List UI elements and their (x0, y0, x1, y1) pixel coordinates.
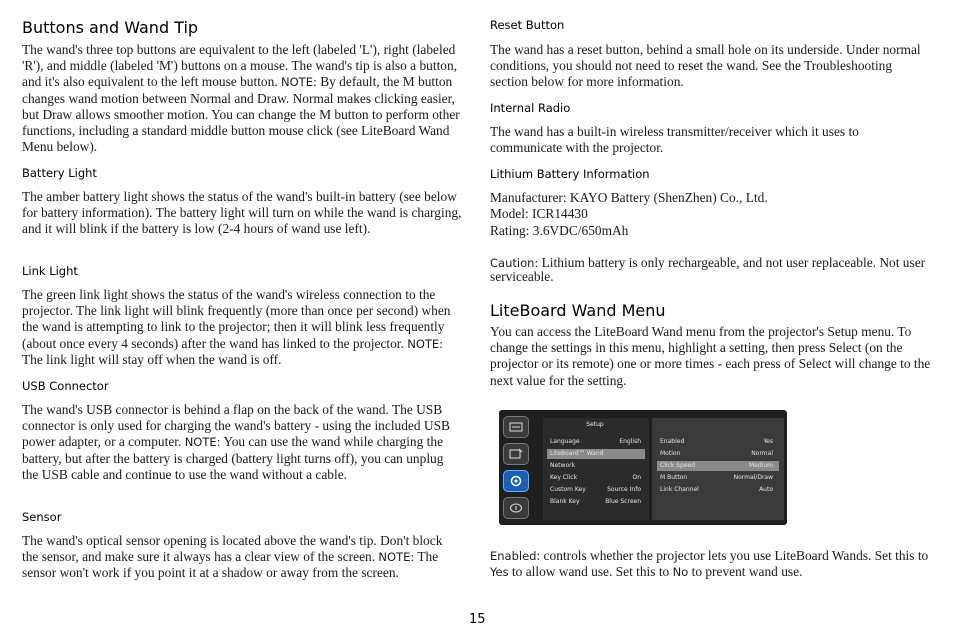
row-label: Motion (660, 450, 681, 457)
row-label: Enabled (660, 438, 685, 445)
heading-internal-radio: Internal Radio (490, 101, 571, 115)
heading-usb-connector: USB Connector (22, 379, 109, 393)
row-value: Normal/Draw (733, 474, 773, 481)
row-value: Source Info (607, 486, 641, 493)
note-label: NOTE: (281, 75, 317, 90)
paragraph-battery-light: The amber battery light shows the status of the wand's built-in battery (see below for battery information). The battery light will turn on while the wand is charging, and it will blink if the battery is low (2-4 hours of wand use left). (22, 189, 462, 237)
paragraph-link-light (22, 287, 462, 368)
row-label: LiteBoard™ Wand (550, 450, 604, 457)
battery-model: Model: ICR14430 (490, 206, 588, 221)
row-label: M Button (660, 474, 688, 481)
text: You can use the wand while charging the battery, but after the battery is charged (battery light turns off), you can unplug the USB cable and continue to use the wand without a cable. (22, 434, 444, 482)
text: The sensor won't work if you point it at a shadow or away from the screen. (22, 549, 439, 581)
row-label: Language (550, 438, 580, 445)
menu-row-liteboard-wand (547, 449, 645, 459)
caution-label: Caution: (490, 256, 539, 270)
text: to prevent wand use. (688, 564, 803, 580)
menu-row-network (547, 461, 645, 471)
row-value: On (632, 474, 641, 481)
section-title-buttons: Buttons and Wand Tip (22, 18, 199, 37)
menu-icon-column (503, 416, 535, 524)
text: The green link light shows the status of the wand's wireless connection to the projector. The link light will blink frequently (more than once per second) when the wand is attempting to link to the projector; then it will blink less frequently (about once every 4 seconds) after the wand has linked to the projector. (22, 287, 451, 351)
menu-row-language (547, 437, 645, 447)
menu-row-link-channel (657, 485, 779, 495)
row-value: Medium (749, 462, 773, 469)
paragraph-sensor (22, 533, 462, 582)
heading-lithium-battery: Lithium Battery Information (490, 167, 650, 181)
paragraph-buttons (22, 42, 462, 155)
row-value: English (619, 438, 641, 445)
menu-row-click-speed (657, 461, 779, 471)
note-label: NOTE: (184, 435, 221, 450)
row-label: Link Channel (660, 486, 699, 493)
text: The wand's three top buttons are equivalent to the left (labeled 'L'), right (labeled 'R'), and middle (labeled 'M') buttons on a mouse. The wand's tip is also a button, and it's also equivalent to the left mouse button. (22, 42, 458, 90)
yes-label: Yes (490, 565, 509, 580)
row-label: Custom Key (550, 486, 586, 493)
note-label: NOTE: (378, 550, 415, 565)
caution-paragraph (490, 256, 932, 283)
battery-manufacturer: Manufacturer: KAYO Battery (ShenZhen) Co., Ltd. (490, 190, 768, 205)
text: : controls whether the projector lets you use LiteBoard Wands. Set this to (536, 548, 929, 563)
text: The wand's optical sensor opening is located above the wand's tip. Don't block the sensor, and make sure it always has a clear view of the screen. (22, 533, 443, 565)
row-value: Normal (751, 450, 773, 457)
heading-link-light: Link Light (22, 264, 78, 278)
row-value: Yes (763, 438, 773, 445)
menu-row-enabled (657, 437, 779, 447)
picture-icon (503, 416, 529, 438)
menu-row-blank-key (547, 497, 645, 507)
section-title-wand-menu: LiteBoard Wand Menu (490, 301, 666, 320)
no-label: No (672, 565, 689, 580)
menu-title: Setup (586, 421, 604, 428)
paragraph-enabled (490, 548, 932, 580)
menu-row-m-button (657, 473, 779, 483)
battery-rating: Rating: 3.6VDC/650mAh (490, 223, 629, 238)
heading-reset-button: Reset Button (490, 18, 565, 32)
menu-row-motion (657, 449, 779, 459)
text: The wand's USB connector is behind a flap on the back of the wand. The USB connector is only used for charging the wand's battery - using the included USB power adapter, or a computer. (22, 402, 450, 450)
enabled-label: Enabled (490, 549, 537, 563)
settings-icon (503, 443, 529, 465)
paragraph-internal-radio: The wand has a built-in wireless transmitter/receiver which it uses to communicate with the projector. (490, 124, 859, 156)
text: to allow wand use. Set this to (508, 564, 673, 580)
note-label: NOTE: (407, 336, 444, 351)
row-label: Key Click (550, 474, 578, 481)
info-icon (503, 497, 529, 519)
menu-row-key-click (547, 473, 645, 483)
row-label: Blank Key (550, 498, 580, 505)
setup-icon (503, 470, 529, 492)
row-label: Click Speed (660, 462, 696, 469)
paragraph-reset-button: The wand has a reset button, behind a small hole on its underside. Under normal conditions, you should not need to reset the wand. See the Troubleshooting section below for more information. (490, 42, 921, 90)
paragraph-wand-menu: You can access the LiteBoard Wand menu from the projector's Setup menu. To change the settings in this menu, highlight a setting, then press Select (on the projector or its remote) one or more times - each press of Select will change to the next value for the setting. (490, 324, 931, 388)
liteboard-wand-menu-screenshot (499, 410, 787, 525)
heading-sensor: Sensor (22, 510, 62, 524)
paragraph-usb-connector (22, 402, 462, 483)
heading-battery-light: Battery Light (22, 166, 97, 180)
menu-row-custom-key (547, 485, 645, 495)
row-value: Auto (759, 486, 773, 493)
row-label: Network (550, 462, 576, 469)
text: Lithium battery is only rechargeable, and not user replaceable. Not user serviceable. (490, 255, 926, 284)
page-number: 15 (469, 612, 486, 627)
text: The link light will stay off when the wand is off. (22, 351, 282, 367)
text: By default, the M button changes wand motion between Normal and Draw. Normal makes clicking easier, but Draw allows smoother motion. You can change the M button to perform other functions, including a standard middle button mouse click (see LiteBoard Wand Menu below). (22, 74, 460, 155)
row-value: Blue Screen (605, 498, 641, 505)
